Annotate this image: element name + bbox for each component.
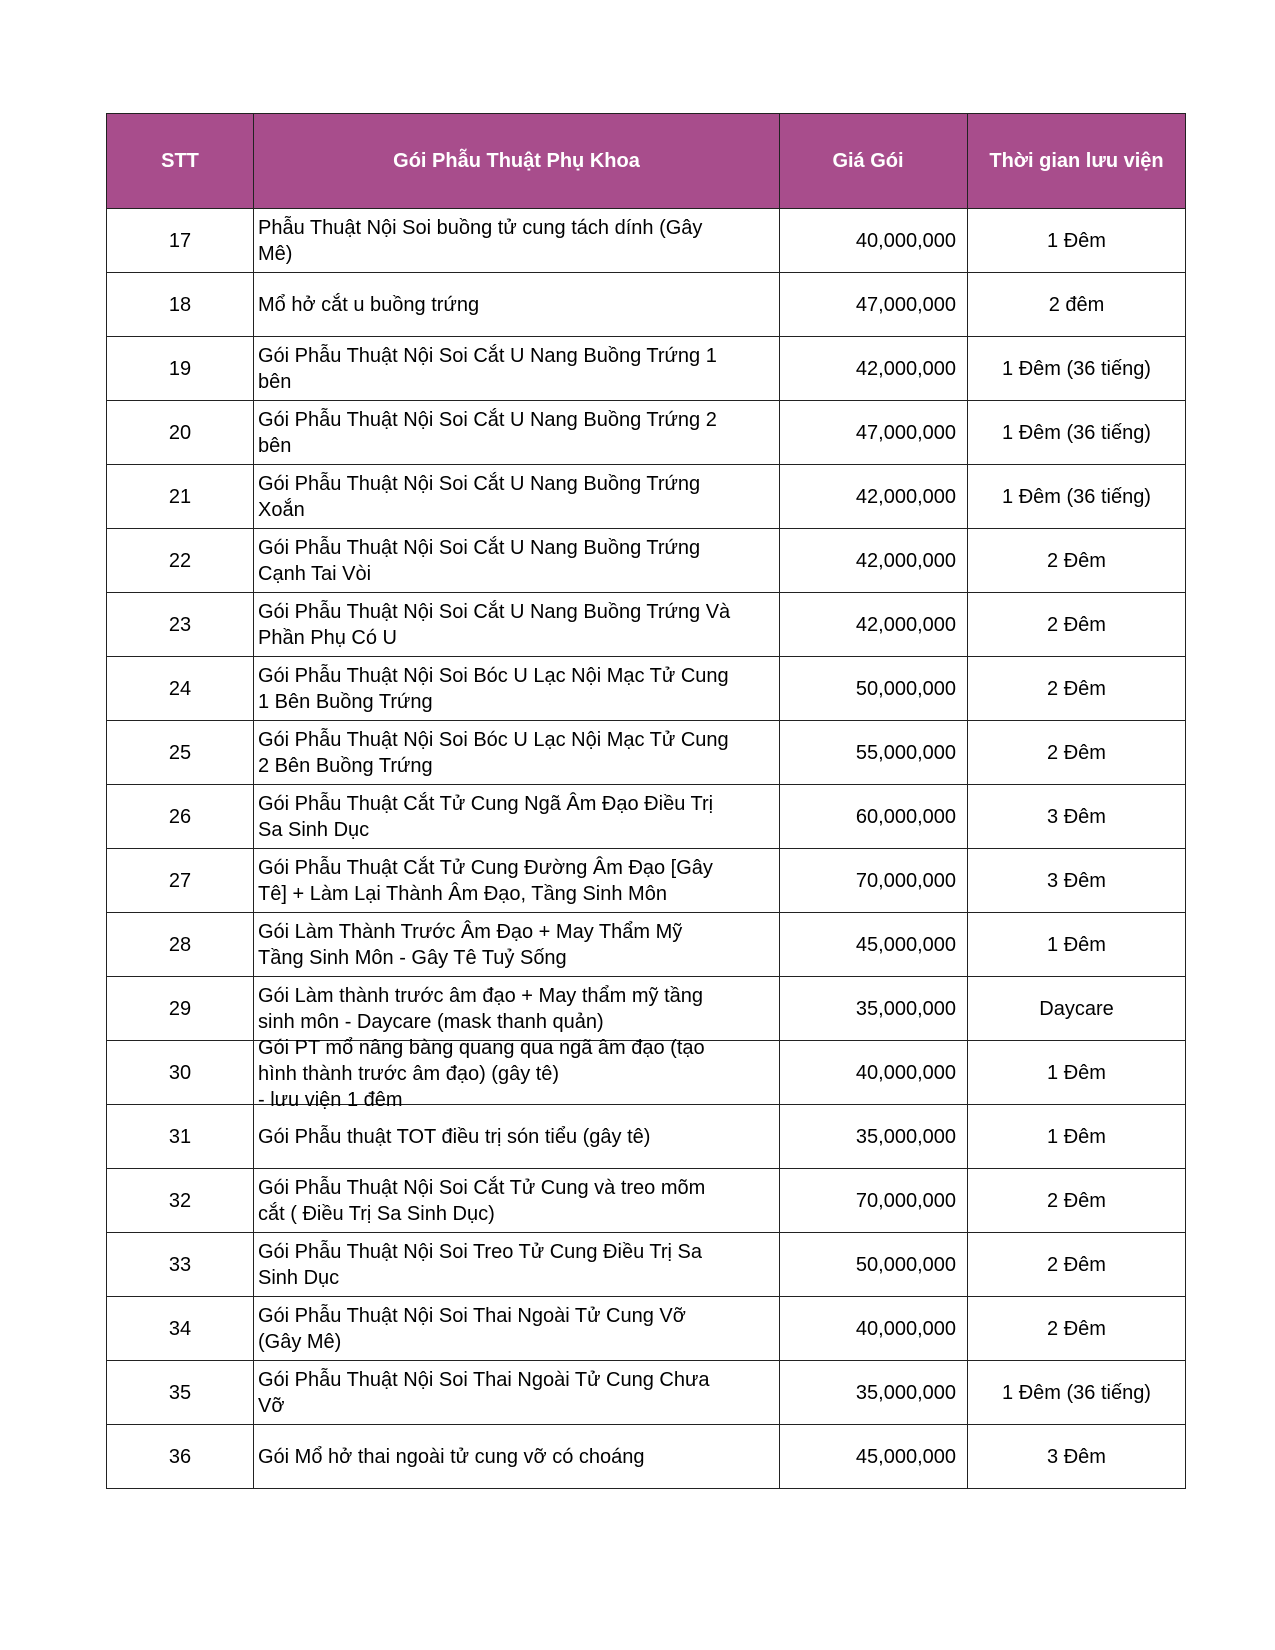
row-package-name	[254, 1233, 780, 1297]
package-name-line: Gói Phẫu Thuật Cắt Tử Cung Đường Âm Đạo [Gây	[258, 856, 713, 879]
row-price: 50,000,000	[780, 657, 968, 721]
row-stt: 31	[107, 1105, 254, 1169]
row-package-name	[254, 1169, 780, 1233]
row-package-name	[254, 401, 780, 465]
row-stt: 18	[107, 273, 254, 337]
row-package-name	[254, 657, 780, 721]
row-package-name	[254, 977, 780, 1041]
package-name-line: cắt ( Điều Trị Sa Sinh Dục)	[258, 1202, 495, 1225]
package-name-line: Gói Làm Thành Trước Âm Đạo + May Thẩm Mỹ	[258, 920, 683, 943]
package-name-text	[258, 983, 775, 1035]
row-stt: 35	[107, 1361, 254, 1425]
row-package-name	[254, 721, 780, 785]
package-name-text	[258, 1035, 775, 1111]
table-row	[107, 593, 1186, 657]
row-price: 40,000,000	[780, 1297, 968, 1361]
package-name-line: Gói Phẫu thuật TOT điều trị són tiểu (gây tê)	[258, 1125, 651, 1148]
row-price: 47,000,000	[780, 273, 968, 337]
row-stay: 1 Đêm	[968, 1105, 1186, 1169]
package-name-line: Cạnh Tai Vòi	[258, 562, 372, 585]
package-name-line: Gói Phẫu Thuật Nội Soi Thai Ngoài Tử Cung Vỡ	[258, 1304, 686, 1327]
package-name-line: Gói Phẫu Thuật Nội Soi Cắt U Nang Buồng Trứng Và	[258, 600, 731, 623]
package-name-text	[258, 1444, 775, 1470]
row-stay: 1 Đêm (36 tiếng)	[968, 465, 1186, 529]
row-stay: 1 Đêm	[968, 209, 1186, 273]
row-price: 35,000,000	[780, 1361, 968, 1425]
table-row	[107, 465, 1186, 529]
table-row	[107, 1169, 1186, 1233]
package-name-text	[258, 407, 775, 459]
table-row	[107, 849, 1186, 913]
row-stay: 3 Đêm	[968, 1425, 1186, 1489]
row-package-name	[254, 593, 780, 657]
row-price: 42,000,000	[780, 593, 968, 657]
price-table	[106, 113, 1186, 1489]
row-stay: 3 Đêm	[968, 849, 1186, 913]
package-name-line: bên	[258, 370, 292, 393]
row-stt: 33	[107, 1233, 254, 1297]
package-name-line: Gói Phẫu Thuật Nội Soi Bóc U Lạc Nội Mạc Tử Cung	[258, 728, 729, 751]
row-stt: 34	[107, 1297, 254, 1361]
row-package-name	[254, 209, 780, 273]
row-stt: 29	[107, 977, 254, 1041]
row-stay: 1 Đêm (36 tiếng)	[968, 1361, 1186, 1425]
row-package-name	[254, 913, 780, 977]
package-name-line: 2 Bên Buồng Trứng	[258, 754, 433, 777]
row-stt: 22	[107, 529, 254, 593]
package-name-line: Gói Phẫu Thuật Nội Soi Cắt U Nang Buồng Trứng	[258, 536, 701, 559]
package-name-line: Sinh Dục	[258, 1266, 340, 1289]
package-name-line: Phẫu Thuật Nội Soi buồng tử cung tách dính (Gây	[258, 216, 703, 239]
package-name-line: Gói Làm thành trước âm đạo + May thẩm mỹ tầng	[258, 984, 704, 1007]
row-price: 55,000,000	[780, 721, 968, 785]
table-header	[107, 114, 1186, 209]
row-stt: 28	[107, 913, 254, 977]
package-name-line: Gói Mổ hở thai ngoài tử cung vỡ có choáng	[258, 1445, 645, 1468]
row-stay: 1 Đêm	[968, 913, 1186, 977]
table-row	[107, 1233, 1186, 1297]
row-stay: Daycare	[968, 977, 1186, 1041]
row-stt: 19	[107, 337, 254, 401]
row-price: 60,000,000	[780, 785, 968, 849]
package-name-text	[258, 1239, 775, 1291]
row-stay: 1 Đêm	[968, 1041, 1186, 1105]
row-stt: 36	[107, 1425, 254, 1489]
row-stt: 26	[107, 785, 254, 849]
row-stay: 2 Đêm	[968, 529, 1186, 593]
package-name-line: Gói Phẫu Thuật Nội Soi Bóc U Lạc Nội Mạc Tử Cung	[258, 664, 729, 687]
table-row	[107, 401, 1186, 465]
row-stay: 2 Đêm	[968, 721, 1186, 785]
package-name-line: Gói Phẫu Thuật Nội Soi Cắt Tử Cung và treo mõm	[258, 1176, 706, 1199]
package-name-text	[258, 1303, 775, 1355]
table-row	[107, 1041, 1186, 1105]
package-name-line: Xoắn	[258, 498, 305, 521]
row-price: 70,000,000	[780, 1169, 968, 1233]
row-package-name	[254, 1105, 780, 1169]
row-stt: 20	[107, 401, 254, 465]
table-row	[107, 273, 1186, 337]
row-package-name	[254, 1361, 780, 1425]
row-price: 42,000,000	[780, 529, 968, 593]
table-row	[107, 721, 1186, 785]
table-row	[107, 1105, 1186, 1169]
package-name-line: Tê] + Làm Lại Thành Âm Đạo, Tầng Sinh Môn	[258, 882, 667, 905]
package-name-line: Phần Phụ Có U	[258, 626, 397, 649]
row-stay: 2 Đêm	[968, 1233, 1186, 1297]
row-stay: 1 Đêm (36 tiếng)	[968, 337, 1186, 401]
row-stt: 32	[107, 1169, 254, 1233]
row-price: 70,000,000	[780, 849, 968, 913]
package-name-line: Gói Phẫu Thuật Nội Soi Treo Tử Cung Điều Trị Sa	[258, 1240, 702, 1263]
package-name-line: Mổ hở cắt u buồng trứng	[258, 293, 480, 316]
row-price: 45,000,000	[780, 1425, 968, 1489]
package-name-line: Vỡ	[258, 1394, 285, 1417]
table-row	[107, 657, 1186, 721]
package-name-line: Mê)	[258, 242, 293, 265]
package-name-text	[258, 1124, 775, 1150]
package-name-text	[258, 471, 775, 523]
package-name-line: bên	[258, 434, 292, 457]
row-stay: 2 Đêm	[968, 1297, 1186, 1361]
package-name-line: Sa Sinh Dục	[258, 818, 370, 841]
package-name-text	[258, 343, 775, 395]
row-price: 40,000,000	[780, 209, 968, 273]
row-package-name	[254, 1297, 780, 1361]
package-name-text	[258, 1175, 775, 1227]
header-stt: STT	[107, 114, 254, 209]
package-name-text	[258, 535, 775, 587]
row-package-name	[254, 1036, 780, 1111]
row-stay: 2 đêm	[968, 273, 1186, 337]
row-stay: 2 Đêm	[968, 657, 1186, 721]
row-price: 35,000,000	[780, 1105, 968, 1169]
header-stay: Thời gian lưu viện	[968, 114, 1186, 209]
row-price: 47,000,000	[780, 401, 968, 465]
package-name-line: sinh môn - Daycare (mask thanh quản)	[258, 1010, 604, 1033]
package-name-text	[258, 791, 775, 843]
row-price: 40,000,000	[780, 1041, 968, 1105]
row-price: 35,000,000	[780, 977, 968, 1041]
row-package-name	[254, 337, 780, 401]
table-row	[107, 337, 1186, 401]
package-name-line: (Gây Mê)	[258, 1330, 342, 1353]
package-name-line: - lưu viện 1 đêm	[258, 1088, 403, 1111]
package-name-text	[258, 215, 775, 267]
package-name-line: hình thành trước âm đạo) (gây tê)	[258, 1062, 560, 1085]
package-name-line: Gói Phẫu Thuật Nội Soi Cắt U Nang Buồng Trứng 1	[258, 344, 717, 367]
header-package: Gói Phẫu Thuật Phụ Khoa	[254, 114, 780, 209]
row-price: 42,000,000	[780, 465, 968, 529]
row-stay: 2 Đêm	[968, 593, 1186, 657]
package-name-line: Gói Phẫu Thuật Cắt Tử Cung Ngã Âm Đạo Điều Trị	[258, 792, 714, 815]
row-stay: 2 Đêm	[968, 1169, 1186, 1233]
table-row	[107, 209, 1186, 273]
row-package-name	[254, 785, 780, 849]
row-stay: 3 Đêm	[968, 785, 1186, 849]
table-row	[107, 785, 1186, 849]
package-name-text	[258, 855, 775, 907]
row-price: 45,000,000	[780, 913, 968, 977]
row-stt: 30	[107, 1041, 254, 1105]
package-name-line: 1 Bên Buồng Trứng	[258, 690, 433, 713]
table-row	[107, 913, 1186, 977]
header-row	[107, 114, 1186, 209]
row-package-name	[254, 529, 780, 593]
package-name-text	[258, 663, 775, 715]
package-name-text	[258, 1367, 775, 1419]
row-package-name	[254, 273, 780, 337]
table-row	[107, 1297, 1186, 1361]
row-package-name	[254, 1425, 780, 1489]
package-name-line: Gói Phẫu Thuật Nội Soi Thai Ngoài Tử Cung Chưa	[258, 1368, 710, 1391]
row-stt: 23	[107, 593, 254, 657]
row-stt: 21	[107, 465, 254, 529]
package-name-line: Gói Phẫu Thuật Nội Soi Cắt U Nang Buồng Trứng	[258, 472, 701, 495]
row-stt: 24	[107, 657, 254, 721]
table-row	[107, 529, 1186, 593]
table-body	[107, 209, 1186, 1489]
row-stay: 1 Đêm (36 tiếng)	[968, 401, 1186, 465]
package-name-line: Tầng Sinh Môn - Gây Tê Tuỷ Sống	[258, 946, 567, 969]
row-price: 50,000,000	[780, 1233, 968, 1297]
row-stt: 25	[107, 721, 254, 785]
table-row	[107, 1425, 1186, 1489]
row-package-name	[254, 849, 780, 913]
table-row	[107, 1361, 1186, 1425]
table-row	[107, 977, 1186, 1041]
header-price: Giá Gói	[780, 114, 968, 209]
row-stt: 27	[107, 849, 254, 913]
package-name-line: Gói PT mổ nâng bàng quang qua ngã âm đạo (tạo	[258, 1036, 705, 1059]
row-package-name	[254, 465, 780, 529]
row-price: 42,000,000	[780, 337, 968, 401]
row-stt: 17	[107, 209, 254, 273]
package-name-text	[258, 599, 775, 651]
package-name-text	[258, 727, 775, 779]
package-name-text	[258, 292, 775, 318]
package-name-text	[258, 919, 775, 971]
package-name-line: Gói Phẫu Thuật Nội Soi Cắt U Nang Buồng Trứng 2	[258, 408, 717, 431]
